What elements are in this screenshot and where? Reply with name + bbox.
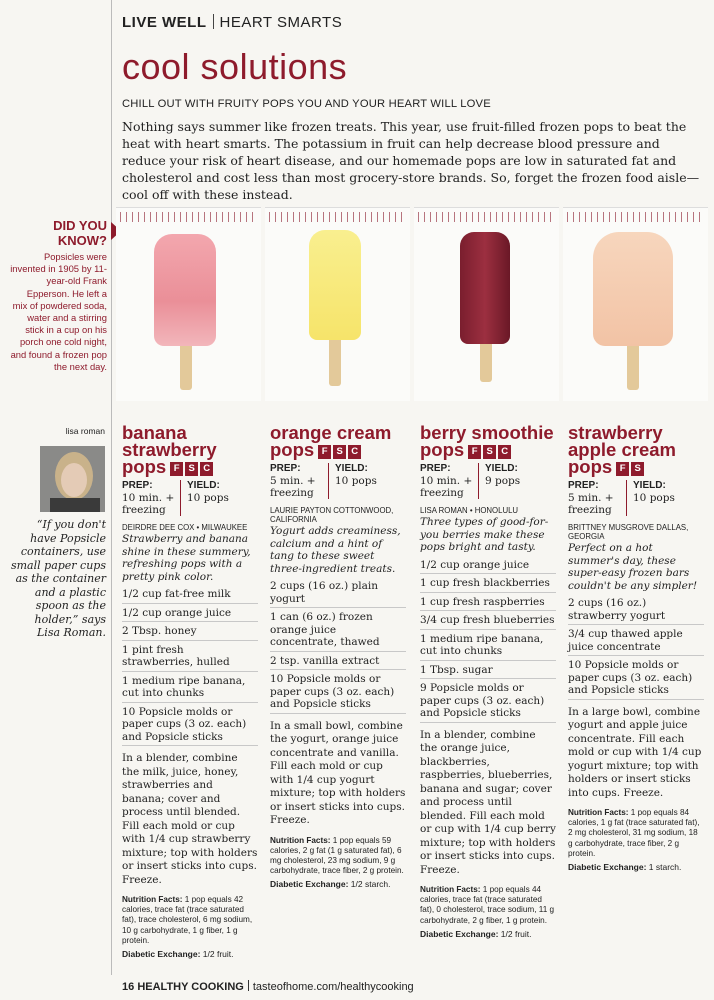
exchange-label: Diabetic Exchange: — [568, 862, 647, 873]
yield-info — [626, 480, 675, 516]
photo-orange-cream-pop — [265, 207, 410, 401]
nutrition-facts — [568, 808, 704, 859]
magazine-name: HEALTHY COOKING — [137, 981, 244, 993]
ingredient-item: 1 can (6 oz.) frozen orange juice concentrate, thawed — [270, 608, 406, 652]
recipe-directions: In a large bowl, combine yogurt and apple juice concentrate. Fill each mold or cup with 1/4 cup yogurt mixture; top with holders or insert sticks into cups. Freeze. — [568, 705, 702, 799]
recipe-title-text: strawberry apple cream pops — [568, 422, 676, 477]
recipe-title — [568, 424, 704, 476]
recipe-title-text: banana strawberry pops — [122, 422, 217, 477]
yield-info — [180, 480, 229, 516]
prep-label: PREP: — [122, 480, 153, 491]
ingredient-item: 1/2 cup orange juice — [420, 556, 556, 575]
prep-info — [420, 463, 478, 499]
nutrition-label: Nutrition Facts: — [568, 808, 629, 817]
recipe-berry-smoothie — [420, 424, 556, 941]
diet-badge: F — [616, 462, 629, 476]
ingredient-item: 2 cups (16 oz.) strawberry yogurt — [568, 594, 704, 625]
prep-label: PREP: — [568, 480, 599, 491]
page-footer — [122, 980, 414, 993]
diet-badges — [616, 462, 644, 476]
nutrition-facts — [122, 895, 258, 946]
ingredient-item: 1 Tbsp. sugar — [420, 661, 556, 680]
ingredient-item: 10 Popsicle molds or paper cups (3 oz. each) and Popsicle sticks — [270, 670, 406, 714]
exchange-text: 1/2 starch. — [350, 879, 391, 890]
pull-quote: “If you don't have Popsicle containers, use small paper cups as the container and a plastic spoon as the holder,” says Lisa Roman. — [10, 518, 106, 639]
yield-label: YIELD: — [633, 480, 666, 491]
nutrition-text: 1 pop equals 84 calories, 1 g fat (trace saturated fat), 2 mg cholesterol, 31 mg sodium, 18 g carbohydrate, trace fiber, 2 g protein. — [568, 808, 700, 858]
nutrition-label: Nutrition Facts: — [122, 895, 183, 904]
nutrition-text: 1 pop equals 44 calories, trace fat (trace saturated fat), 0 cholesterol, trace sodium, 11 g carbohydrate, 2 g fiber, 1 g protein. — [420, 885, 555, 925]
ingredient-list — [420, 556, 556, 723]
prep-yield — [568, 480, 704, 516]
diet-badge: F — [318, 445, 331, 459]
nutrition-label: Nutrition Facts: — [420, 885, 481, 894]
ingredient-item: 1/2 cup orange juice — [122, 604, 258, 623]
recipe-author: LAURIE PAYTON COTTONWOOD, CALIFORNIA — [270, 506, 394, 524]
diet-badge: S — [333, 445, 346, 459]
footer-url: tasteofhome.com/healthycooking — [252, 981, 414, 993]
prep-label: PREP: — [270, 463, 301, 474]
did-you-know-sidebar — [10, 218, 107, 373]
nutrition-text: 1 pop equals 59 calories, 2 g fat (1 g saturated fat), 6 mg cholesterol, 23 mg sodium, 9 g carbohydrate, trace fiber, 2 g protein. — [270, 835, 404, 876]
nutrition-facts — [270, 836, 406, 877]
ingredient-list — [568, 594, 704, 700]
quote-attribution: lisa roman — [65, 426, 105, 436]
page-number: 16 — [122, 981, 135, 993]
diabetic-exchange — [122, 948, 258, 961]
did-you-know-text: Popsicles were invented in 1905 by 11-year-old Frank Epperson. He left a mix of powdered soda, water and a stirring stick in a cup on his porch one cold night, and found a frozen pop the next day. — [10, 251, 107, 372]
exchange-label: Diabetic Exchange: — [122, 949, 201, 960]
diet-badge: S — [483, 445, 496, 459]
ingredient-item: 2 cups (16 oz.) plain yogurt — [270, 577, 406, 608]
recipe-author: DEIRDRE DEE COX • MILWAUKEE — [122, 523, 248, 532]
subsection-label: HEART SMARTS — [219, 14, 343, 31]
recipe-description: Three types of good-for-you berries make these pops bright and tasty. — [420, 516, 549, 553]
ingredient-item: 3/4 cup fresh blueberries — [420, 611, 556, 630]
diabetic-exchange — [568, 861, 704, 874]
prep-time: 5 min. + freezing — [270, 475, 316, 499]
nutrition-text: 1 pop equals 42 calories, trace fat (trace saturated fat), trace cholesterol, 6 mg sodium, 10 g carbohydrate, 1 g fiber, 1 g protein. — [122, 895, 253, 945]
prep-time: 10 min. + freezing — [122, 492, 175, 516]
prep-time: 5 min. + freezing — [568, 492, 614, 516]
intro-paragraph: Nothing says summer like frozen treats. This year, use fruit-filled frozen pops to beat the heat with heart smarts. The potassium in fruit can help decrease blood pressure and reduce your risk of heart disease, and our homemade pops are low in saturated fat and cholesterol and cost less than most grocery-store brands. So, forget the frozen food aisle—cool off with these instead. — [122, 119, 700, 202]
recipe-orange-cream — [270, 424, 406, 891]
nutrition-label: Nutrition Facts: — [270, 835, 331, 845]
yield-label: YIELD: — [187, 480, 220, 491]
ingredient-item: 9 Popsicle molds or paper cups (3 oz. each) and Popsicle sticks — [420, 679, 556, 723]
recipe-description: Strawberry and banana shine in these summery, refreshing pops with a pretty pink color. — [122, 533, 251, 583]
diet-badges — [170, 462, 213, 476]
ingredient-list — [122, 585, 258, 746]
recipe-title-text: orange cream pops — [270, 422, 392, 460]
yield-info — [328, 463, 377, 499]
prep-info — [122, 480, 180, 516]
section-header — [122, 14, 342, 31]
recipe-banana-strawberry — [122, 424, 258, 961]
page-subtitle: CHILL OUT WITH FRUITY POPS YOU AND YOUR HEART WILL LOVE — [122, 98, 491, 110]
diet-badge: F — [170, 462, 183, 476]
diet-badges — [318, 445, 361, 459]
diet-badge: C — [498, 445, 511, 459]
ingredient-item: 2 Tbsp. honey — [122, 622, 258, 641]
recipe-author: BRITTNEY MUSGROVE DALLAS, GEORGIA — [568, 523, 689, 541]
diabetic-exchange — [420, 928, 556, 941]
prep-label: PREP: — [420, 463, 451, 474]
prep-info — [270, 463, 328, 499]
diet-badge: C — [200, 462, 213, 476]
yield-label: YIELD: — [485, 463, 518, 474]
diet-badge: S — [631, 462, 644, 476]
yield-amount: 9 pops — [485, 475, 521, 487]
ingredient-item: 1 cup fresh blackberries — [420, 574, 556, 593]
yield-amount: 10 pops — [335, 475, 377, 487]
ingredient-item: 3/4 cup thawed apple juice concentrate — [568, 625, 704, 656]
prep-yield — [420, 463, 556, 499]
yield-amount: 10 pops — [187, 492, 229, 504]
diet-badge: C — [348, 445, 361, 459]
did-you-know-heading: DID YOU KNOW? — [53, 218, 107, 248]
recipe-title — [420, 424, 556, 459]
recipe-directions: In a small bowl, combine the yogurt, orange juice concentrate and vanilla. Fill each mold or cup with 1/4 cup yogurt mixture; top with holders or insert sticks into cups. Freeze. — [270, 719, 406, 826]
ingredient-item: 1/2 cup fat-free milk — [122, 585, 258, 604]
yield-info — [478, 463, 520, 499]
exchange-label: Diabetic Exchange: — [270, 879, 349, 890]
prep-info — [568, 480, 626, 516]
recipe-author: LISA ROMAN • HONOLULU — [420, 506, 519, 515]
ingredient-item: 1 pint fresh strawberries, hulled — [122, 641, 258, 672]
recipe-title — [122, 424, 258, 476]
ingredient-item: 1 medium ripe banana, cut into chunks — [420, 630, 556, 661]
recipe-title-text: berry smoothie pops — [420, 422, 554, 460]
column-divider — [111, 0, 112, 975]
nutrition-facts — [420, 885, 556, 926]
yield-amount: 10 pops — [633, 492, 675, 504]
popsicle-photo-strip — [116, 207, 708, 401]
ingredient-item: 10 Popsicle molds or paper cups (3 oz. each) and Popsicle sticks — [122, 703, 258, 747]
page-title: cool solutions — [122, 46, 348, 87]
recipe-directions: In a blender, combine the orange juice, blackberries, raspberries, blueberries, banana and sugar; cover and process until blended. Fill each mold or cup with 1/4 cup berry mixture; top with holders or insert sticks into cups. Freeze. — [420, 728, 556, 876]
ingredient-item: 1 cup fresh raspberries — [420, 593, 556, 612]
exchange-text: 1 starch. — [648, 862, 682, 873]
prep-time: 10 min. + freezing — [420, 475, 473, 499]
prep-yield — [122, 480, 258, 516]
recipe-title — [270, 424, 406, 459]
diabetic-exchange — [270, 878, 406, 891]
photo-banana-strawberry-pop — [116, 207, 261, 401]
diet-badge: F — [468, 445, 481, 459]
yield-label: YIELD: — [335, 463, 368, 474]
section-label: LIVE WELL — [122, 14, 207, 31]
avatar — [40, 446, 105, 512]
exchange-text: 1/2 fruit. — [202, 949, 234, 960]
prep-yield — [270, 463, 406, 499]
photo-berry-smoothie-pop — [414, 207, 559, 401]
ingredient-item: 10 Popsicle molds or paper cups (3 oz. each) and Popsicle sticks — [568, 656, 704, 700]
recipe-strawberry-apple-cream — [568, 424, 704, 874]
diet-badges — [468, 445, 511, 459]
diet-badge: S — [185, 462, 198, 476]
ingredient-item: 1 medium ripe banana, cut into chunks — [122, 672, 258, 703]
recipe-directions: In a blender, combine the milk, juice, honey, strawberries and banana; cover and process until blended. Fill each mold or cup with 1/4 cup strawberry mixture; top with holders or insert sticks into cups. Freeze. — [122, 752, 258, 886]
exchange-text: 1/2 fruit. — [500, 928, 532, 939]
recipe-description: Perfect on a hot summer's day, these super-easy frozen bars couldn't be any simpler! — [568, 542, 698, 592]
photo-strawberry-apple-pop — [563, 207, 708, 401]
ingredient-item: 2 tsp. vanilla extract — [270, 652, 406, 671]
recipe-description: Yogurt adds creaminess, calcium and a hint of tang to these sweet three-ingredient treats. — [270, 525, 401, 575]
exchange-label: Diabetic Exchange: — [420, 928, 499, 939]
ingredient-list — [270, 577, 406, 714]
